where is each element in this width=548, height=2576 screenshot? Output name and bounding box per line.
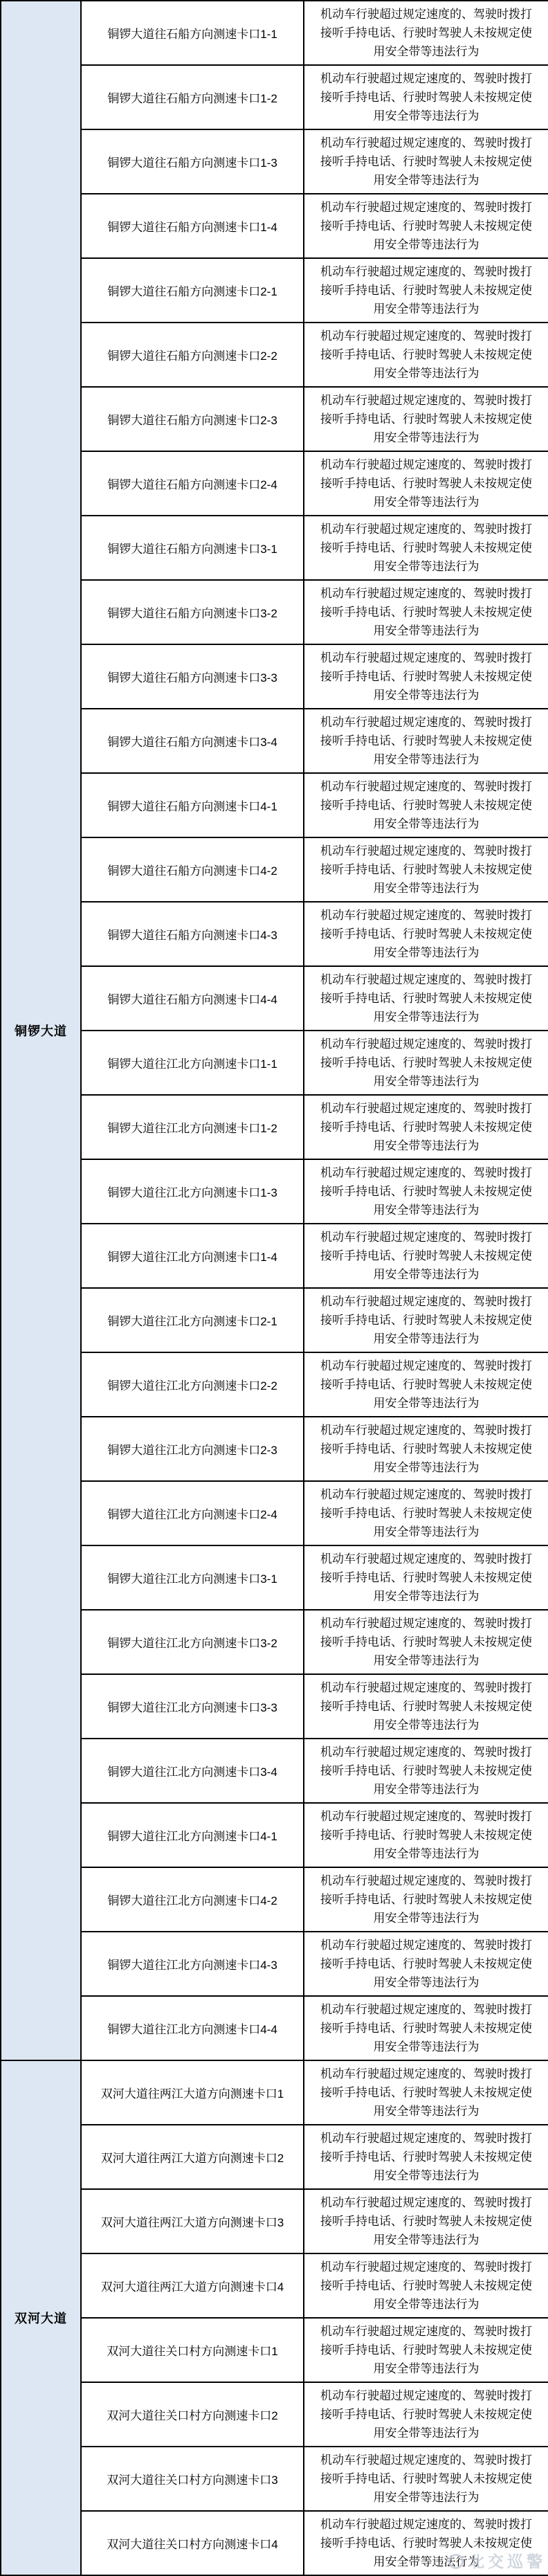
violation-line-2: 接听手持电话、行驶时驾驶人未按规定使 bbox=[320, 1507, 532, 1520]
violation-text bbox=[304, 1743, 548, 1799]
table-row bbox=[1, 2318, 548, 2382]
violation-line-3: 用安全带等违法行为 bbox=[373, 2233, 480, 2247]
violation-text bbox=[304, 777, 548, 833]
violation-text bbox=[304, 1678, 548, 1734]
table-row bbox=[1, 966, 548, 1031]
table-row bbox=[1, 1352, 548, 1417]
violation-text bbox=[304, 2000, 548, 2056]
violation-line-1: 机动车行驶超过规定速度的、驾驶时拨打 bbox=[320, 1295, 532, 1308]
violation-line-3: 用安全带等违法行为 bbox=[373, 174, 480, 187]
violation-text bbox=[304, 1550, 548, 1606]
violation-line-3: 用安全带等违法行为 bbox=[373, 560, 480, 573]
violation-line-1: 机动车行驶超过规定速度的、驾驶时拨打 bbox=[320, 2260, 532, 2274]
violation-line-1: 机动车行驶超过规定速度的、驾驶时拨打 bbox=[320, 458, 532, 471]
violation-text bbox=[304, 134, 548, 190]
violation-cell bbox=[304, 2318, 548, 2382]
checkpoint-name-cell: 铜锣大道往江北方向测速卡口3-2 bbox=[81, 1610, 304, 1674]
violation-line-2: 接听手持电话、行驶时驾驶人未按规定使 bbox=[320, 992, 532, 1005]
violation-line-1: 机动车行驶超过规定速度的、驾驶时拨打 bbox=[320, 1166, 532, 1179]
violation-line-3: 用安全带等违法行为 bbox=[373, 109, 480, 123]
table-row bbox=[1, 129, 548, 194]
violation-cell bbox=[304, 387, 548, 451]
violation-cell bbox=[304, 1352, 548, 1417]
violation-text bbox=[304, 2451, 548, 2507]
table-row bbox=[1, 451, 548, 516]
checkpoint-name-cell: 双河大道往两江大道方向测速卡口4 bbox=[81, 2253, 304, 2318]
violation-line-1: 机动车行驶超过规定速度的、驾驶时拨打 bbox=[320, 1681, 532, 1694]
checkpoint-name-cell: 铜锣大道往石船方向测速卡口3-4 bbox=[81, 709, 304, 773]
violation-line-2: 接听手持电话、行驶时驾驶人未按规定使 bbox=[320, 348, 532, 361]
violation-line-3: 用安全带等违法行为 bbox=[373, 1075, 480, 1088]
violation-cell bbox=[304, 1095, 548, 1159]
violation-cell bbox=[304, 1224, 548, 1288]
violation-line-2: 接听手持电话、行驶时驾驶人未按规定使 bbox=[320, 1314, 532, 1327]
table-row bbox=[1, 1, 548, 65]
violation-text bbox=[304, 198, 548, 254]
violation-line-2: 接听手持电话、行驶时驾驶人未按规定使 bbox=[320, 1121, 532, 1134]
checkpoint-name-cell: 铜锣大道往石船方向测速卡口3-3 bbox=[81, 644, 304, 709]
violation-line-1: 机动车行驶超过规定速度的、驾驶时拨打 bbox=[320, 716, 532, 729]
table-row bbox=[1, 2447, 548, 2511]
violation-line-2: 接听手持电话、行驶时驾驶人未按规定使 bbox=[320, 1700, 532, 1713]
violation-line-1: 机动车行驶超过规定速度的、驾驶时拨打 bbox=[320, 2196, 532, 2209]
violation-line-1: 机动车行驶超过规定速度的、驾驶时拨打 bbox=[320, 1231, 532, 1244]
violation-line-1: 机动车行驶超过规定速度的、驾驶时拨打 bbox=[320, 2518, 532, 2531]
violation-line-2: 接听手持电话、行驶时驾驶人未按规定使 bbox=[320, 734, 532, 747]
violation-line-3: 用安全带等违法行为 bbox=[373, 431, 480, 444]
violation-line-2: 接听手持电话、行驶时驾驶人未按规定使 bbox=[320, 2086, 532, 2099]
checkpoint-name-cell: 铜锣大道往江北方向测速卡口4-3 bbox=[81, 1932, 304, 1996]
violation-line-1: 机动车行驶超过规定速度的、驾驶时拨打 bbox=[320, 1552, 532, 1566]
violation-line-3: 用安全带等违法行为 bbox=[373, 496, 480, 509]
violation-line-3: 用安全带等违法行为 bbox=[373, 2491, 480, 2504]
violation-line-2: 接听手持电话、行驶时驾驶人未按规定使 bbox=[320, 412, 532, 426]
violation-text bbox=[304, 1807, 548, 1863]
violation-line-1: 机动车行驶超过规定速度的、驾驶时拨打 bbox=[320, 1617, 532, 1630]
violation-line-3: 用安全带等违法行为 bbox=[373, 2427, 480, 2440]
violation-line-2: 接听手持电话、行驶时驾驶人未按规定使 bbox=[320, 1442, 532, 1455]
checkpoint-name-cell: 双河大道往两江大道方向测速卡口2 bbox=[81, 2125, 304, 2189]
checkpoint-name-cell: 铜锣大道往石船方向测速卡口2-2 bbox=[81, 323, 304, 387]
table-row bbox=[1, 194, 548, 258]
table-row bbox=[1, 1674, 548, 1739]
violation-text bbox=[304, 1357, 548, 1413]
violation-cell bbox=[304, 1031, 548, 1095]
checkpoint-name-cell: 铜锣大道往江北方向测速卡口3-1 bbox=[81, 1545, 304, 1610]
violation-line-2: 接听手持电话、行驶时驾驶人未按规定使 bbox=[320, 91, 532, 104]
table-row bbox=[1, 1610, 548, 1674]
violation-line-1: 机动车行驶超过规定速度的、驾驶时拨打 bbox=[320, 1745, 532, 1759]
table-row bbox=[1, 1224, 548, 1288]
violation-text bbox=[304, 2258, 548, 2314]
violation-text bbox=[304, 391, 548, 447]
table-row bbox=[1, 773, 548, 837]
checkpoint-name-cell: 铜锣大道往石船方向测速卡口1-2 bbox=[81, 65, 304, 129]
table-row bbox=[1, 1803, 548, 1867]
violation-line-1: 机动车行驶超过规定速度的、驾驶时拨打 bbox=[320, 1939, 532, 1952]
violation-cell bbox=[304, 1417, 548, 1481]
violation-text bbox=[304, 1292, 548, 1348]
violation-line-3: 用安全带等违法行为 bbox=[373, 1332, 480, 1345]
table-row bbox=[1, 1159, 548, 1224]
violation-cell bbox=[304, 516, 548, 580]
violation-cell bbox=[304, 1803, 548, 1867]
violation-text bbox=[304, 262, 548, 318]
violation-text bbox=[304, 1035, 548, 1091]
violation-line-3: 用安全带等违法行为 bbox=[373, 1397, 480, 1410]
checkpoint-name-cell: 铜锣大道往石船方向测速卡口4-2 bbox=[81, 837, 304, 902]
violation-cell bbox=[304, 258, 548, 323]
violation-line-2: 接听手持电话、行驶时驾驶人未按规定使 bbox=[320, 1893, 532, 1906]
violation-cell bbox=[304, 1867, 548, 1932]
violation-line-1: 机动车行驶超过规定速度的、驾驶时拨打 bbox=[320, 2389, 532, 2402]
table-row bbox=[1, 1031, 548, 1095]
table-row bbox=[1, 2382, 548, 2447]
table-row bbox=[1, 1932, 548, 1996]
violation-text bbox=[304, 906, 548, 962]
violation-text bbox=[304, 1163, 548, 1219]
checkpoint-name-cell: 铜锣大道往江北方向测速卡口2-2 bbox=[81, 1352, 304, 1417]
checkpoint-name-cell: 双河大道往关口村方向测速卡口2 bbox=[81, 2382, 304, 2447]
violation-line-3: 用安全带等违法行为 bbox=[373, 1718, 480, 1732]
violation-line-3: 用安全带等违法行为 bbox=[373, 1783, 480, 1796]
table-row bbox=[1, 387, 548, 451]
violation-line-2: 接听手持电话、行驶时驾驶人未按规定使 bbox=[320, 1378, 532, 1391]
checkpoint-name-cell: 铜锣大道往石船方向测速卡口4-1 bbox=[81, 773, 304, 837]
road-name-cell: 双河大道 bbox=[1, 2060, 81, 2575]
violation-line-1: 机动车行驶超过规定速度的、驾驶时拨打 bbox=[320, 973, 532, 986]
violation-line-1: 机动车行驶超过规定速度的、驾驶时拨打 bbox=[320, 2132, 532, 2145]
table-row bbox=[1, 580, 548, 644]
violation-cell bbox=[304, 65, 548, 129]
checkpoint-name-cell: 铜锣大道往江北方向测速卡口1-2 bbox=[81, 1095, 304, 1159]
checkpoint-name-cell: 铜锣大道往石船方向测速卡口4-3 bbox=[81, 902, 304, 966]
checkpoint-name-cell: 铜锣大道往石船方向测速卡口1-3 bbox=[81, 129, 304, 194]
violation-line-1: 机动车行驶超过规定速度的、驾驶时拨打 bbox=[320, 2067, 532, 2080]
violation-line-3: 用安全带等违法行为 bbox=[373, 1847, 480, 1860]
checkpoint-name-cell: 铜锣大道往江北方向测速卡口4-1 bbox=[81, 1803, 304, 1867]
checkpoint-name-cell: 铜锣大道往江北方向测速卡口2-3 bbox=[81, 1417, 304, 1481]
violation-cell bbox=[304, 902, 548, 966]
table-row bbox=[1, 2511, 548, 2575]
checkpoint-name-cell: 铜锣大道往石船方向测速卡口4-4 bbox=[81, 966, 304, 1031]
violation-cell bbox=[304, 1481, 548, 1545]
violation-cell bbox=[304, 323, 548, 387]
violation-line-2: 接听手持电话、行驶时驾驶人未按规定使 bbox=[320, 1829, 532, 1842]
violation-line-3: 用安全带等违法行为 bbox=[373, 624, 480, 637]
violation-text bbox=[304, 1099, 548, 1155]
violation-text bbox=[304, 2386, 548, 2442]
violation-line-2: 接听手持电话、行驶时驾驶人未按规定使 bbox=[320, 541, 532, 554]
violation-line-1: 机动车行驶超过规定速度的、驾驶时拨打 bbox=[320, 8, 532, 21]
road-name-cell: 铜锣大道 bbox=[1, 1, 81, 2060]
violation-line-3: 用安全带等违法行为 bbox=[373, 753, 480, 766]
violation-line-3: 用安全带等违法行为 bbox=[373, 367, 480, 380]
violation-text bbox=[304, 584, 548, 640]
violation-text bbox=[304, 1485, 548, 1541]
violation-cell bbox=[304, 194, 548, 258]
violation-line-2: 接听手持电话、行驶时驾驶人未按规定使 bbox=[320, 284, 532, 297]
violation-line-3: 用安全带等违法行为 bbox=[373, 2040, 480, 2053]
violation-line-2: 接听手持电话、行驶时驾驶人未按规定使 bbox=[320, 1635, 532, 1649]
violation-cell bbox=[304, 2253, 548, 2318]
table-row bbox=[1, 1545, 548, 1610]
violation-text bbox=[304, 713, 548, 769]
violation-line-3: 用安全带等违法行为 bbox=[373, 45, 480, 58]
checkpoint-name-cell: 双河大道往关口村方向测速卡口1 bbox=[81, 2318, 304, 2382]
violation-text bbox=[304, 1614, 548, 1670]
table-row bbox=[1, 709, 548, 773]
table-row bbox=[1, 2125, 548, 2189]
violation-text bbox=[304, 327, 548, 383]
violation-text bbox=[304, 2193, 548, 2249]
table-body bbox=[1, 1, 548, 2575]
violation-line-1: 机动车行驶超过规定速度的、驾驶时拨打 bbox=[320, 1359, 532, 1372]
violation-line-3: 用安全带等违法行为 bbox=[373, 2298, 480, 2311]
violation-cell bbox=[304, 2382, 548, 2447]
checkpoint-name-cell: 铜锣大道往石船方向测速卡口3-2 bbox=[81, 580, 304, 644]
violation-cell bbox=[304, 1996, 548, 2060]
violation-text bbox=[304, 2322, 548, 2378]
violation-line-1: 机动车行驶超过规定速度的、驾驶时拨打 bbox=[320, 651, 532, 664]
violation-cell bbox=[304, 1674, 548, 1739]
violation-cell bbox=[304, 966, 548, 1031]
violation-text bbox=[304, 69, 548, 125]
checkpoint-name-cell: 铜锣大道往江北方向测速卡口1-1 bbox=[81, 1031, 304, 1095]
watermark-text: 北交巡警 bbox=[468, 2552, 546, 2570]
violation-cell bbox=[304, 1159, 548, 1224]
table-row bbox=[1, 258, 548, 323]
violation-line-2: 接听手持电话、行驶时驾驶人未按规定使 bbox=[320, 606, 532, 619]
violation-line-3: 用安全带等违法行为 bbox=[373, 817, 480, 831]
violation-cell bbox=[304, 2060, 548, 2125]
checkpoint-name-cell: 铜锣大道往石船方向测速卡口1-1 bbox=[81, 1, 304, 65]
table-row bbox=[1, 1996, 548, 2060]
violation-cell bbox=[304, 2511, 548, 2575]
violation-line-2: 接听手持电话、行驶时驾驶人未按规定使 bbox=[320, 1571, 532, 1584]
table-row bbox=[1, 2060, 548, 2125]
violation-line-1: 机动车行驶超过规定速度的、驾驶时拨打 bbox=[320, 201, 532, 214]
violation-line-2: 接听手持电话、行驶时驾驶人未按规定使 bbox=[320, 2279, 532, 2292]
violation-text bbox=[304, 1421, 548, 1477]
violation-cell bbox=[304, 1932, 548, 1996]
violation-line-1: 机动车行驶超过规定速度的、驾驶时拨打 bbox=[320, 2325, 532, 2338]
violation-line-2: 接听手持电话、行驶时驾驶人未按规定使 bbox=[320, 670, 532, 683]
violation-text bbox=[304, 648, 548, 705]
violation-text bbox=[304, 5, 548, 61]
violation-cell bbox=[304, 644, 548, 709]
violation-cell bbox=[304, 2447, 548, 2511]
violation-line-2: 接听手持电话、行驶时驾驶人未按规定使 bbox=[320, 799, 532, 812]
checkpoint-name-cell: 铜锣大道往石船方向测速卡口3-1 bbox=[81, 516, 304, 580]
violation-cell bbox=[304, 709, 548, 773]
violation-line-3: 用安全带等违法行为 bbox=[373, 1204, 480, 1217]
violation-line-1: 机动车行驶超过规定速度的、驾驶时拨打 bbox=[320, 844, 532, 858]
violation-text bbox=[304, 2515, 548, 2571]
checkpoint-name-cell: 铜锣大道往江北方向测速卡口3-3 bbox=[81, 1674, 304, 1739]
violation-line-3: 用安全带等违法行为 bbox=[373, 2169, 480, 2182]
violation-cell bbox=[304, 1610, 548, 1674]
violation-line-2: 接听手持电话、行驶时驾驶人未按规定使 bbox=[320, 863, 532, 876]
violation-cell bbox=[304, 580, 548, 644]
table-row bbox=[1, 1417, 548, 1481]
table-row bbox=[1, 1095, 548, 1159]
violation-line-2: 接听手持电话、行驶时驾驶人未按规定使 bbox=[320, 1185, 532, 1198]
violation-line-2: 接听手持电话、行驶时驾驶人未按规定使 bbox=[320, 1764, 532, 1777]
violation-line-2: 接听手持电话、行驶时驾驶人未按规定使 bbox=[320, 26, 532, 39]
checkpoint-name-cell: 铜锣大道往江北方向测速卡口4-2 bbox=[81, 1867, 304, 1932]
violation-cell bbox=[304, 1545, 548, 1610]
violation-line-3: 用安全带等违法行为 bbox=[373, 302, 480, 316]
violation-line-2: 接听手持电话、行驶时驾驶人未按规定使 bbox=[320, 927, 532, 941]
checkpoint-name-cell: 铜锣大道往江北方向测速卡口3-4 bbox=[81, 1739, 304, 1803]
violation-line-1: 机动车行驶超过规定速度的、驾驶时拨打 bbox=[320, 1810, 532, 1823]
violation-line-3: 用安全带等违法行为 bbox=[373, 2555, 480, 2568]
violation-text bbox=[304, 2065, 548, 2121]
violation-cell bbox=[304, 451, 548, 516]
table-row bbox=[1, 323, 548, 387]
violation-line-3: 用安全带等违法行为 bbox=[373, 1525, 480, 1539]
violation-text bbox=[304, 1228, 548, 1284]
violation-line-1: 机动车行驶超过规定速度的、驾驶时拨打 bbox=[320, 2003, 532, 2016]
violation-line-3: 用安全带等违法行为 bbox=[373, 1461, 480, 1474]
violation-line-1: 机动车行驶超过规定速度的、驾驶时拨打 bbox=[320, 72, 532, 85]
violation-text bbox=[304, 2129, 548, 2185]
violation-line-1: 机动车行驶超过规定速度的、驾驶时拨打 bbox=[320, 394, 532, 407]
checkpoint-name-cell: 铜锣大道往江北方向测速卡口1-3 bbox=[81, 1159, 304, 1224]
violation-cell bbox=[304, 1288, 548, 1352]
violation-line-2: 接听手持电话、行驶时驾驶人未按规定使 bbox=[320, 1249, 532, 1262]
checkpoint-name-cell: 铜锣大道往江北方向测速卡口2-1 bbox=[81, 1288, 304, 1352]
violation-line-2: 接听手持电话、行驶时驾驶人未按规定使 bbox=[320, 2343, 532, 2357]
violation-line-1: 机动车行驶超过规定速度的、驾驶时拨打 bbox=[320, 780, 532, 793]
table-row bbox=[1, 837, 548, 902]
violation-line-2: 接听手持电话、行驶时驾驶人未按规定使 bbox=[320, 2472, 532, 2485]
violation-cell bbox=[304, 837, 548, 902]
checkpoint-name-cell: 铜锣大道往江北方向测速卡口4-4 bbox=[81, 1996, 304, 2060]
violation-line-3: 用安全带等违法行为 bbox=[373, 238, 480, 251]
violation-line-3: 用安全带等违法行为 bbox=[373, 1654, 480, 1667]
violation-line-2: 接听手持电话、行驶时驾驶人未按规定使 bbox=[320, 2215, 532, 2228]
violation-line-1: 机动车行驶超过规定速度的、驾驶时拨打 bbox=[320, 1488, 532, 1501]
violation-line-2: 接听手持电话、行驶时驾驶人未按规定使 bbox=[320, 2537, 532, 2550]
table-row bbox=[1, 1739, 548, 1803]
violation-line-2: 接听手持电话、行驶时驾驶人未按规定使 bbox=[320, 2408, 532, 2421]
violation-cell bbox=[304, 1, 548, 65]
violation-line-3: 用安全带等违法行为 bbox=[373, 1139, 480, 1152]
violation-line-1: 机动车行驶超过规定速度的、驾驶时拨打 bbox=[320, 1424, 532, 1437]
violation-cell bbox=[304, 773, 548, 837]
checkpoint-name-cell: 双河大道往两江大道方向测速卡口1 bbox=[81, 2060, 304, 2125]
violation-line-1: 机动车行驶超过规定速度的、驾驶时拨打 bbox=[320, 1102, 532, 1115]
violation-cell bbox=[304, 1739, 548, 1803]
checkpoint-name-cell: 铜锣大道往石船方向测速卡口2-1 bbox=[81, 258, 304, 323]
violation-line-1: 机动车行驶超过规定速度的、驾驶时拨打 bbox=[320, 265, 532, 278]
table-row bbox=[1, 65, 548, 129]
violation-text bbox=[304, 970, 548, 1026]
violation-line-3: 用安全带等违法行为 bbox=[373, 882, 480, 895]
violation-text bbox=[304, 842, 548, 898]
violation-text bbox=[304, 520, 548, 576]
table-row bbox=[1, 1481, 548, 1545]
violation-line-1: 机动车行驶超过规定速度的、驾驶时拨打 bbox=[320, 329, 532, 343]
violation-line-1: 机动车行驶超过规定速度的、驾驶时拨打 bbox=[320, 523, 532, 536]
violation-line-1: 机动车行驶超过规定速度的、驾驶时拨打 bbox=[320, 2453, 532, 2467]
violation-line-3: 用安全带等违法行为 bbox=[373, 946, 480, 959]
violation-line-2: 接听手持电话、行驶时驾驶人未按规定使 bbox=[320, 477, 532, 490]
violation-line-2: 接听手持电话、行驶时驾驶人未按规定使 bbox=[320, 2022, 532, 2035]
violation-line-2: 接听手持电话、行驶时驾驶人未按规定使 bbox=[320, 1957, 532, 1970]
table-row bbox=[1, 516, 548, 580]
violation-line-3: 用安全带等违法行为 bbox=[373, 1912, 480, 1925]
table-row bbox=[1, 1867, 548, 1932]
violation-line-3: 用安全带等违法行为 bbox=[373, 2362, 480, 2375]
violation-line-3: 用安全带等违法行为 bbox=[373, 1010, 480, 1024]
violation-text bbox=[304, 455, 548, 511]
checkpoint-name-cell: 铜锣大道往江北方向测速卡口2-4 bbox=[81, 1481, 304, 1545]
violation-line-3: 用安全带等违法行为 bbox=[373, 2105, 480, 2118]
table-row bbox=[1, 1288, 548, 1352]
table-row bbox=[1, 902, 548, 966]
violation-line-3: 用安全带等违法行为 bbox=[373, 1590, 480, 1603]
violation-line-2: 接听手持电话、行驶时驾驶人未按规定使 bbox=[320, 2150, 532, 2164]
violation-line-3: 用安全带等违法行为 bbox=[373, 689, 480, 702]
checkpoint-name-cell: 铜锣大道往石船方向测速卡口2-4 bbox=[81, 451, 304, 516]
violation-line-3: 用安全带等违法行为 bbox=[373, 1268, 480, 1281]
checkpoint-name-cell: 双河大道往关口村方向测速卡口3 bbox=[81, 2447, 304, 2511]
violation-line-3: 用安全带等违法行为 bbox=[373, 1976, 480, 1989]
checkpoint-name-cell: 铜锣大道往石船方向测速卡口2-3 bbox=[81, 387, 304, 451]
checkpoint-name-cell: 双河大道往两江大道方向测速卡口3 bbox=[81, 2189, 304, 2253]
violation-text bbox=[304, 1936, 548, 1992]
violation-cell bbox=[304, 2189, 548, 2253]
violation-line-2: 接听手持电话、行驶时驾驶人未按规定使 bbox=[320, 219, 532, 233]
violation-line-2: 接听手持电话、行驶时驾驶人未按规定使 bbox=[320, 155, 532, 168]
violation-line-1: 机动车行驶超过规定速度的、驾驶时拨打 bbox=[320, 1037, 532, 1051]
table-row bbox=[1, 644, 548, 709]
checkpoint-name-cell: 铜锣大道往石船方向测速卡口1-4 bbox=[81, 194, 304, 258]
violation-cell bbox=[304, 129, 548, 194]
violation-text bbox=[304, 1871, 548, 1928]
checkpoint-name-cell: 双河大道往关口村方向测速卡口4 bbox=[81, 2511, 304, 2575]
violation-line-1: 机动车行驶超过规定速度的、驾驶时拨打 bbox=[320, 587, 532, 600]
checkpoint-name-cell: 铜锣大道往江北方向测速卡口1-4 bbox=[81, 1224, 304, 1288]
table-row bbox=[1, 2189, 548, 2253]
violation-line-2: 接听手持电话、行驶时驾驶人未按规定使 bbox=[320, 1056, 532, 1069]
table-row bbox=[1, 2253, 548, 2318]
violation-cell bbox=[304, 2125, 548, 2189]
violation-line-1: 机动车行驶超过规定速度的、驾驶时拨打 bbox=[320, 909, 532, 922]
violation-line-1: 机动车行驶超过规定速度的、驾驶时拨打 bbox=[320, 136, 532, 149]
violation-line-1: 机动车行驶超过规定速度的、驾驶时拨打 bbox=[320, 1874, 532, 1887]
